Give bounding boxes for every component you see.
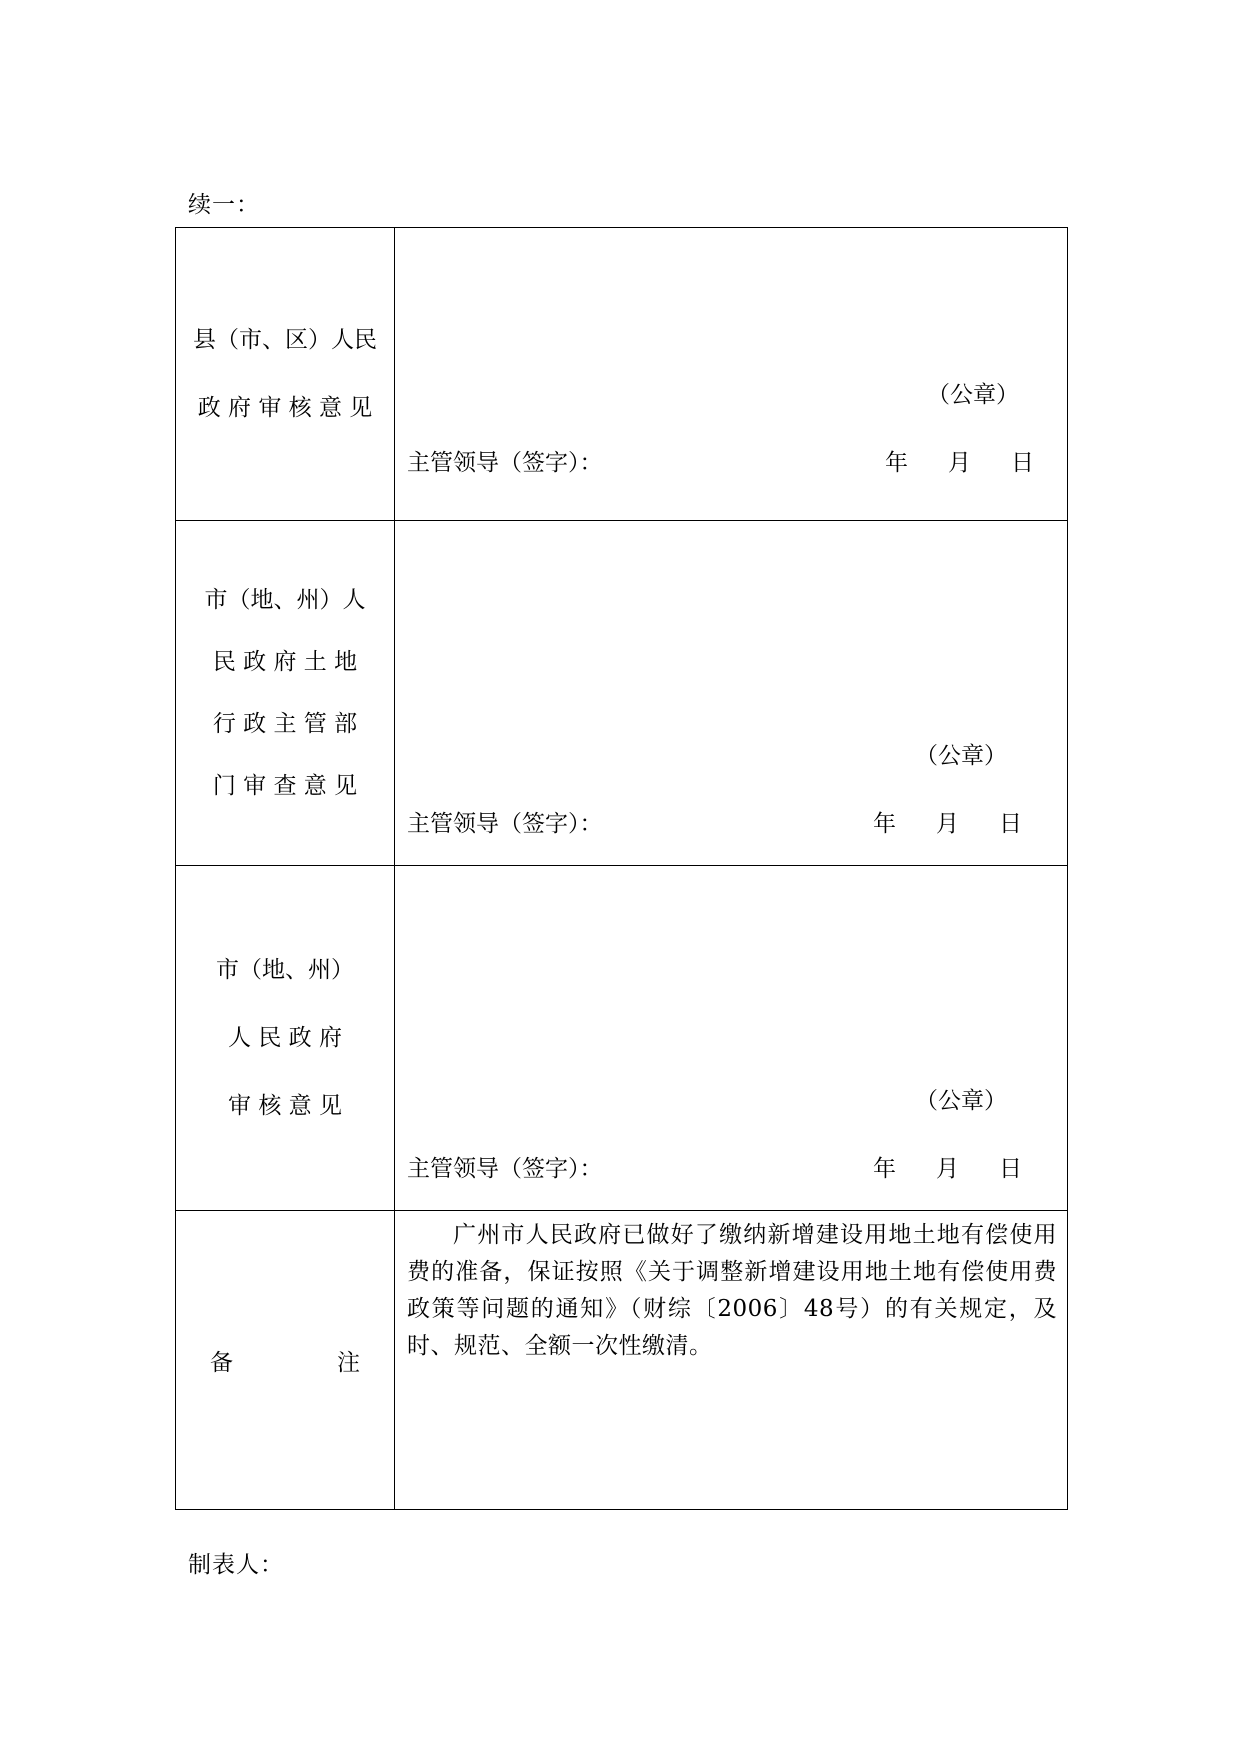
city-gov-review-label bbox=[176, 866, 395, 1211]
label-line: 市（地、州）人 bbox=[204, 587, 366, 613]
year-label: 年 bbox=[873, 811, 896, 837]
leader-signature-label: 主管领导（签字）： bbox=[407, 1156, 603, 1182]
remarks-row bbox=[176, 1211, 1068, 1510]
remarks-label-right: 注 bbox=[337, 1349, 360, 1376]
land-dept-review-label bbox=[176, 521, 395, 866]
label-line: 民 政 府 土 地 bbox=[212, 649, 358, 675]
remarks-content-cell[interactable] bbox=[395, 1211, 1068, 1510]
date-field[interactable] bbox=[873, 805, 1022, 838]
official-seal-placeholder: （公章） bbox=[915, 1088, 1007, 1114]
day-label: 日 bbox=[999, 811, 1022, 837]
date-field[interactable] bbox=[873, 1150, 1022, 1183]
county-review-label bbox=[176, 228, 395, 521]
city-gov-review-row bbox=[176, 866, 1068, 1211]
continuation-label: 续一： bbox=[188, 192, 260, 218]
remarks-label-left: 备 bbox=[210, 1349, 233, 1376]
year-label: 年 bbox=[885, 450, 908, 476]
county-review-opinion-cell[interactable] bbox=[395, 228, 1068, 521]
form-maker-label: 制表人： bbox=[188, 1552, 284, 1578]
month-label: 月 bbox=[936, 1156, 959, 1182]
month-label: 月 bbox=[936, 811, 959, 837]
official-seal-placeholder: （公章） bbox=[927, 382, 1019, 408]
month-label: 月 bbox=[948, 450, 971, 476]
county-review-row bbox=[176, 228, 1068, 521]
leader-signature-label: 主管领导（签字）： bbox=[407, 811, 603, 837]
city-gov-review-opinion-cell[interactable] bbox=[395, 866, 1068, 1211]
land-dept-review-opinion-cell[interactable] bbox=[395, 521, 1068, 866]
land-dept-review-row bbox=[176, 521, 1068, 866]
label-line: 政 府 审 核 意 见 bbox=[197, 395, 373, 421]
year-label: 年 bbox=[873, 1156, 896, 1182]
label-line: 门 审 查 意 见 bbox=[212, 773, 358, 799]
leader-signature-label: 主管领导（签字）： bbox=[407, 450, 603, 476]
remarks-label bbox=[176, 1211, 395, 1510]
day-label: 日 bbox=[1011, 450, 1034, 476]
official-seal-placeholder: （公章） bbox=[915, 743, 1007, 769]
label-line: 县（市、区）人民 bbox=[193, 327, 377, 353]
label-line: 审 核 意 见 bbox=[228, 1093, 342, 1119]
label-line: 行 政 主 管 部 bbox=[212, 711, 358, 737]
remarks-text: 广州市人民政府已做好了缴纳新增建设用地土地有偿使用费的准备，保证按照《关于调整新增建设用地土地有偿使用费政策等问题的通知》（财综〔2006〕48号）的有关规定，及时、规范、全额一次性缴清。 bbox=[407, 1222, 1057, 1359]
day-label: 日 bbox=[999, 1156, 1022, 1182]
label-line: 人 民 政 府 bbox=[228, 1025, 342, 1051]
approval-form-table bbox=[175, 227, 1068, 1510]
label-line: 市（地、州） bbox=[216, 957, 354, 983]
date-field[interactable] bbox=[885, 444, 1034, 477]
